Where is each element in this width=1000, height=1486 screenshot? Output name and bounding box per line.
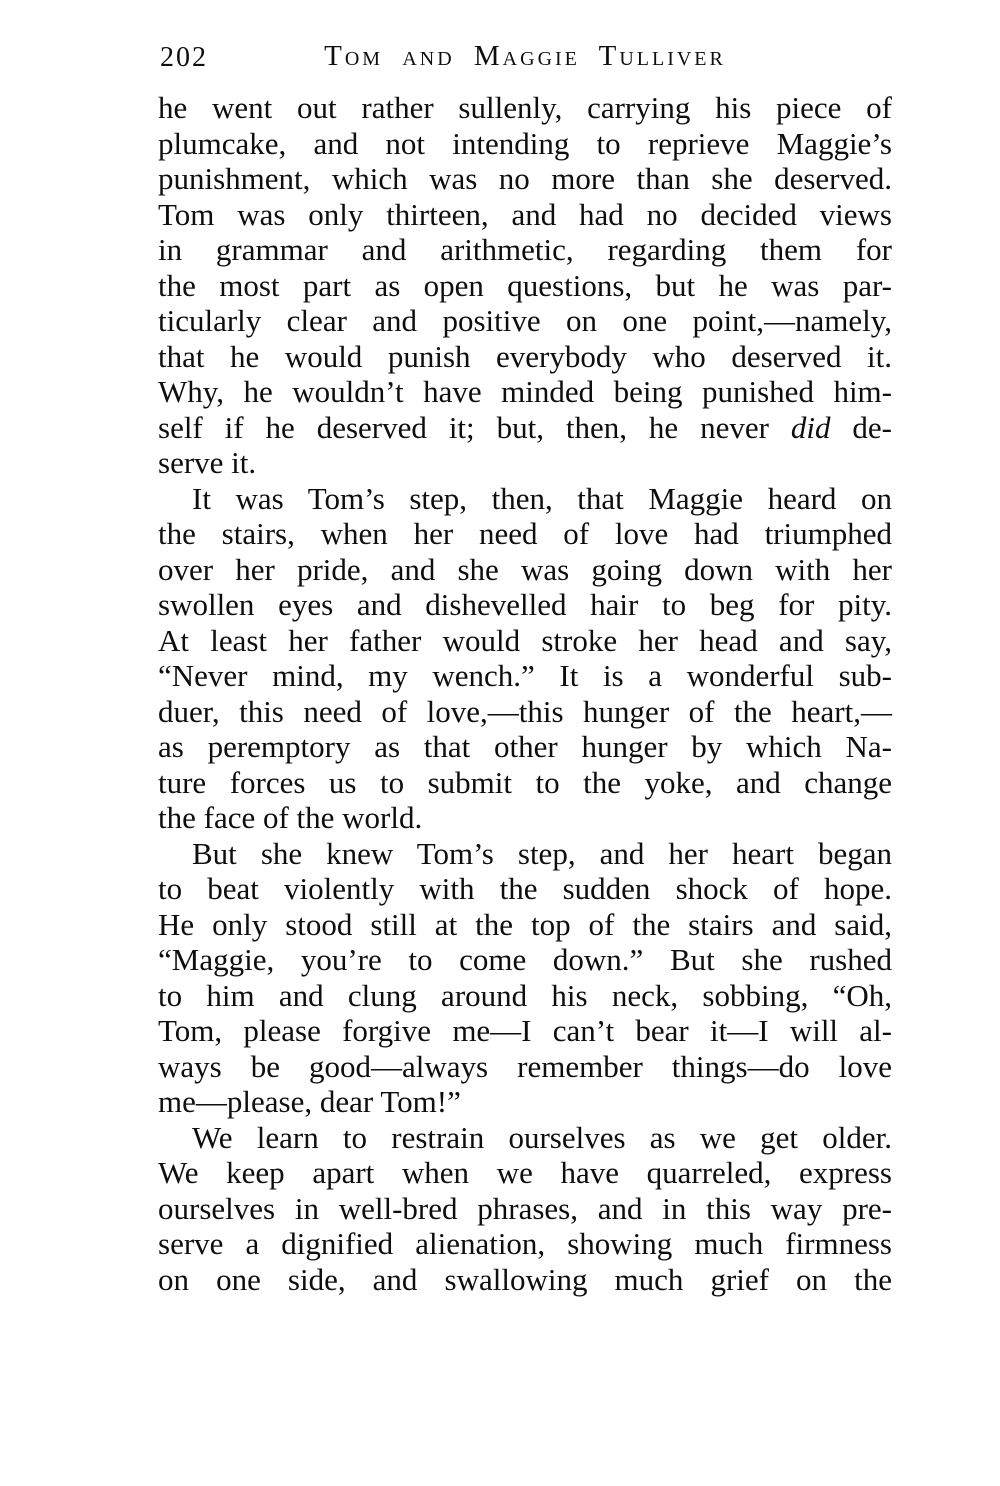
- text-line: in grammar and arithmetic, regarding them for: [158, 232, 892, 267]
- text-line: over her pride, and she was going down with her: [158, 551, 892, 587]
- text-line: ways be good—always remember things—do love: [158, 1048, 892, 1084]
- text-line: Why, he wouldn’t have minded being punished him-: [158, 374, 892, 409]
- text-line: he went out rather sullenly, carrying his piece of: [158, 90, 892, 125]
- text-line: It was Tom’s step, then, that Maggie heard on: [192, 480, 892, 516]
- text-line: “Maggie, you’re to come down.” But she rushed: [158, 942, 892, 977]
- text-line: that he would punish everybody who deserved it.: [158, 338, 892, 374]
- text-line: Tom was only thirteen, and had no decided views: [158, 196, 892, 232]
- text-line: Tom, please forgive me—I can’t bear it—I will al-: [158, 1013, 892, 1048]
- text-line: ture forces us to submit to the yoke, and change: [158, 764, 892, 800]
- text-line: on one side, and swallowing much grief on the: [158, 1261, 892, 1297]
- text-line: ourselves in well-bred phrases, and in this way pre-: [158, 1190, 892, 1226]
- text-segment: self if he deserved it; but, then, he never: [158, 409, 791, 445]
- text-line: plumcake, and not intending to reprieve Maggie’s: [158, 125, 892, 161]
- text-line: to beat violently with the sudden shock of hope.: [158, 871, 892, 906]
- italic-word: did: [790, 409, 831, 445]
- running-head: Tom and Maggie Tulliver: [324, 40, 726, 72]
- page-body: [158, 90, 892, 1297]
- text-line: as peremptory as that other hunger by which Na-: [158, 729, 892, 764]
- page-header: [158, 40, 892, 74]
- text-line: duer, this need of love,—this hunger of the heart,—: [158, 693, 892, 729]
- text-line: “Never mind, my wench.” It is a wonderful sub-: [158, 658, 892, 693]
- text-line: serve a dignified alienation, showing much firmness: [158, 1226, 892, 1261]
- text-line: swollen eyes and dishevelled hair to beg for pity.: [158, 587, 892, 622]
- text-line: to him and clung around his neck, sobbing, “Oh,: [158, 977, 892, 1013]
- text-line: But she knew Tom’s step, and her heart began: [192, 835, 892, 871]
- text-line: the stairs, when her need of love had triumphed: [158, 516, 892, 551]
- text-line: me—please, dear Tom!”: [158, 1084, 461, 1119]
- text-line: the most part as open questions, but he was par-: [158, 267, 892, 303]
- text-line: He only stood still at the top of the stairs and said,: [158, 906, 892, 942]
- text-line: We keep apart when we have quarreled, express: [158, 1155, 892, 1190]
- text-line: punishment, which was no more than she deserved.: [158, 161, 892, 196]
- text-line: At least her father would stroke her head and say,: [158, 622, 892, 658]
- text-line: serve it.: [158, 445, 257, 480]
- text-line: [158, 410, 892, 446]
- text-line: ticularly clear and positive on one point,—namely,: [158, 303, 892, 338]
- text-line: the face of the world.: [158, 800, 423, 835]
- text-segment: de-: [830, 409, 892, 445]
- page-number: 202: [160, 42, 208, 73]
- text-line: We learn to restrain ourselves as we get older.: [192, 1119, 892, 1155]
